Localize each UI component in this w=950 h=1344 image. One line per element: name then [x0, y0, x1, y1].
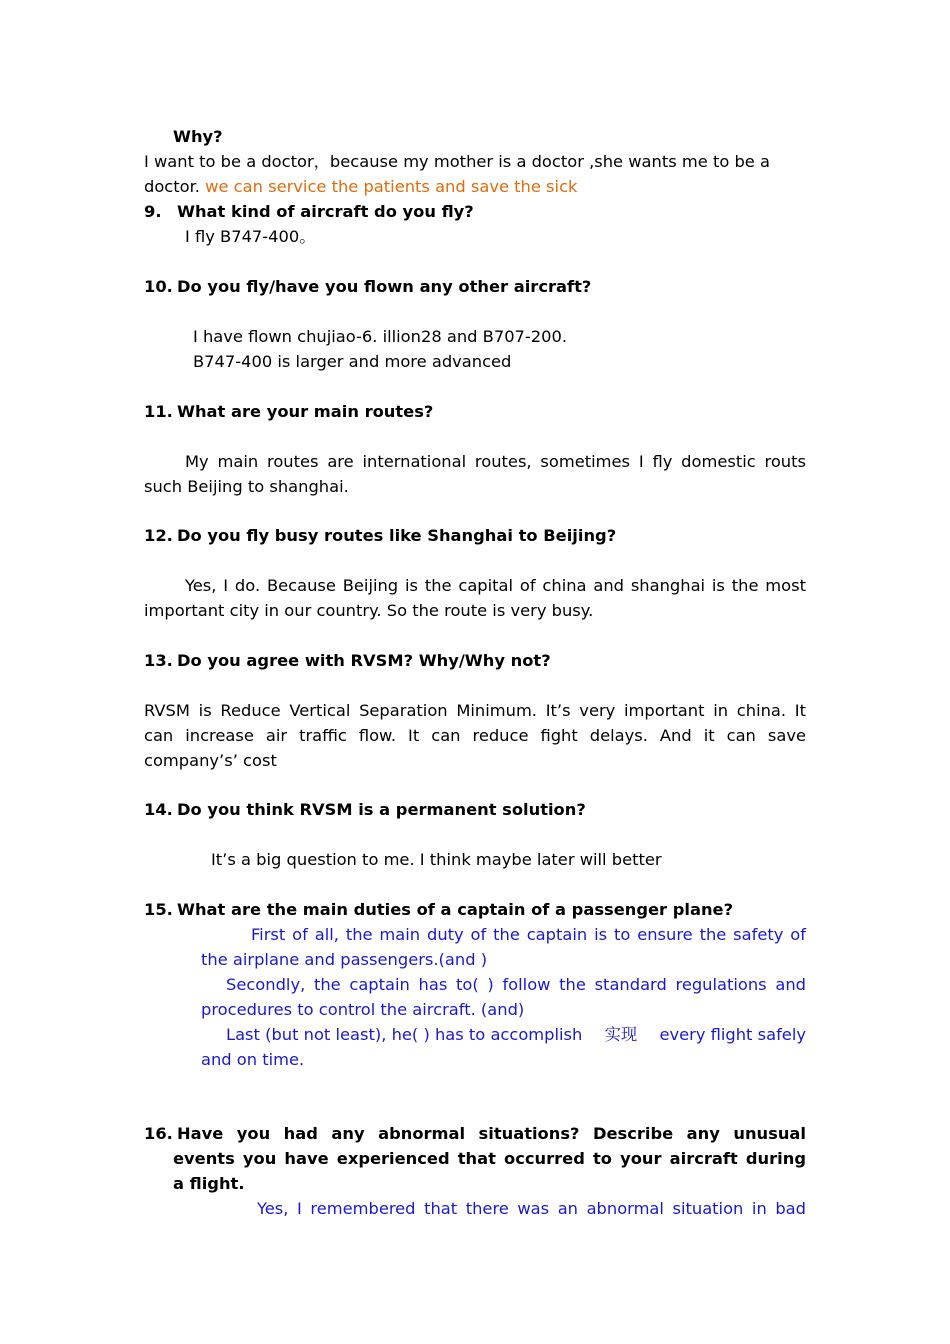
answer-15-line-5-cjk: 实现: [604, 1025, 638, 1044]
answer-15-line-5: [226, 1022, 806, 1047]
answer-14: It’s a big question to me. I think maybe later will better: [211, 850, 662, 869]
question-14: [144, 797, 806, 822]
question-9: [144, 199, 806, 224]
why-answer-highlight: we can service the patients and save the sick: [205, 177, 578, 196]
question-10-number: 10.: [144, 277, 173, 296]
question-10: [144, 274, 806, 299]
question-16-line-2: events you have experienced that occurred to your aircraft during: [173, 1149, 806, 1168]
question-16-number: 16.: [144, 1124, 173, 1143]
answer-9: I fly B747-400。: [185, 227, 316, 246]
answer-13-line-3: company’s’ cost: [144, 751, 277, 770]
question-12-number: 12.: [144, 526, 173, 545]
question-13-number: 13.: [144, 651, 173, 670]
answer-12-line-1: Yes, I do. Because Beijing is the capital of china and shanghai is the most: [185, 576, 806, 595]
answer-15-line-2: the airplane and passengers.(and ): [201, 950, 488, 969]
answer-15-line-6: and on time.: [201, 1050, 305, 1069]
answer-15-line-5-start: Last (but not least), he( ) has to accomplish: [226, 1025, 588, 1044]
answer-11-line-1: My main routes are international routes, sometimes I fly domestic routs: [185, 452, 806, 471]
answer-12-line-2: important city in our country. So the route is very busy.: [144, 601, 594, 620]
question-12-text: Do you fly busy routes like Shanghai to Beijing?: [177, 526, 617, 545]
question-14-text: Do you think RVSM is a permanent solution?: [177, 800, 586, 819]
question-15-text: What are the main duties of a captain of a passenger plane?: [177, 900, 734, 919]
question-15: [144, 897, 806, 922]
question-14-number: 14.: [144, 800, 173, 819]
why-answer-line-1: I want to be a doctor，because my mother is a doctor ,she wants me to be a: [144, 152, 770, 171]
question-13-text: Do you agree with RVSM? Why/Why not?: [177, 651, 551, 670]
answer-10-line-2: B747-400 is larger and more advanced: [193, 352, 512, 371]
why-heading: Why?: [173, 127, 223, 146]
question-16-line-3: a flight.: [173, 1174, 245, 1193]
answer-15-line-4: procedures to control the aircraft. (and): [201, 1000, 525, 1019]
question-11-number: 11.: [144, 402, 173, 421]
question-11-text: What are your main routes?: [177, 402, 434, 421]
answer-13-line-2: can increase air traffic flow. It can reduce fight delays. And it can save: [144, 726, 806, 745]
answer-11-line-2: such Beijing to shanghai.: [144, 477, 349, 496]
question-9-number: 9.: [144, 202, 162, 221]
answer-16-line-1: Yes, I remembered that there was an abnormal situation in bad: [257, 1199, 806, 1218]
why-answer-line-2: [144, 174, 806, 199]
question-16: [144, 1121, 806, 1146]
answer-13-line-1: RVSM is Reduce Vertical Separation Minimum. It’s very important in china. It: [144, 701, 806, 720]
question-9-text: What kind of aircraft do you fly?: [177, 202, 474, 221]
question-11: [144, 399, 806, 424]
question-15-number: 15.: [144, 900, 173, 919]
answer-15-line-5-end: every flight safely: [654, 1025, 806, 1044]
question-10-text: Do you fly/have you flown any other aircraft?: [177, 277, 592, 296]
question-12: [144, 523, 806, 548]
question-16-line-1: Have you had any abnormal situations? Describe any unusual: [177, 1124, 806, 1143]
answer-15-line-3: Secondly, the captain has to( ) follow the standard regulations and: [226, 975, 806, 994]
answer-10-line-1: I have flown chujiao-6. illion28 and B707-200.: [193, 327, 568, 346]
why-answer-text: doctor.: [144, 177, 206, 196]
answer-15-line-1: First of all, the main duty of the captain is to ensure the safety of: [251, 925, 806, 944]
question-13: [144, 648, 806, 673]
